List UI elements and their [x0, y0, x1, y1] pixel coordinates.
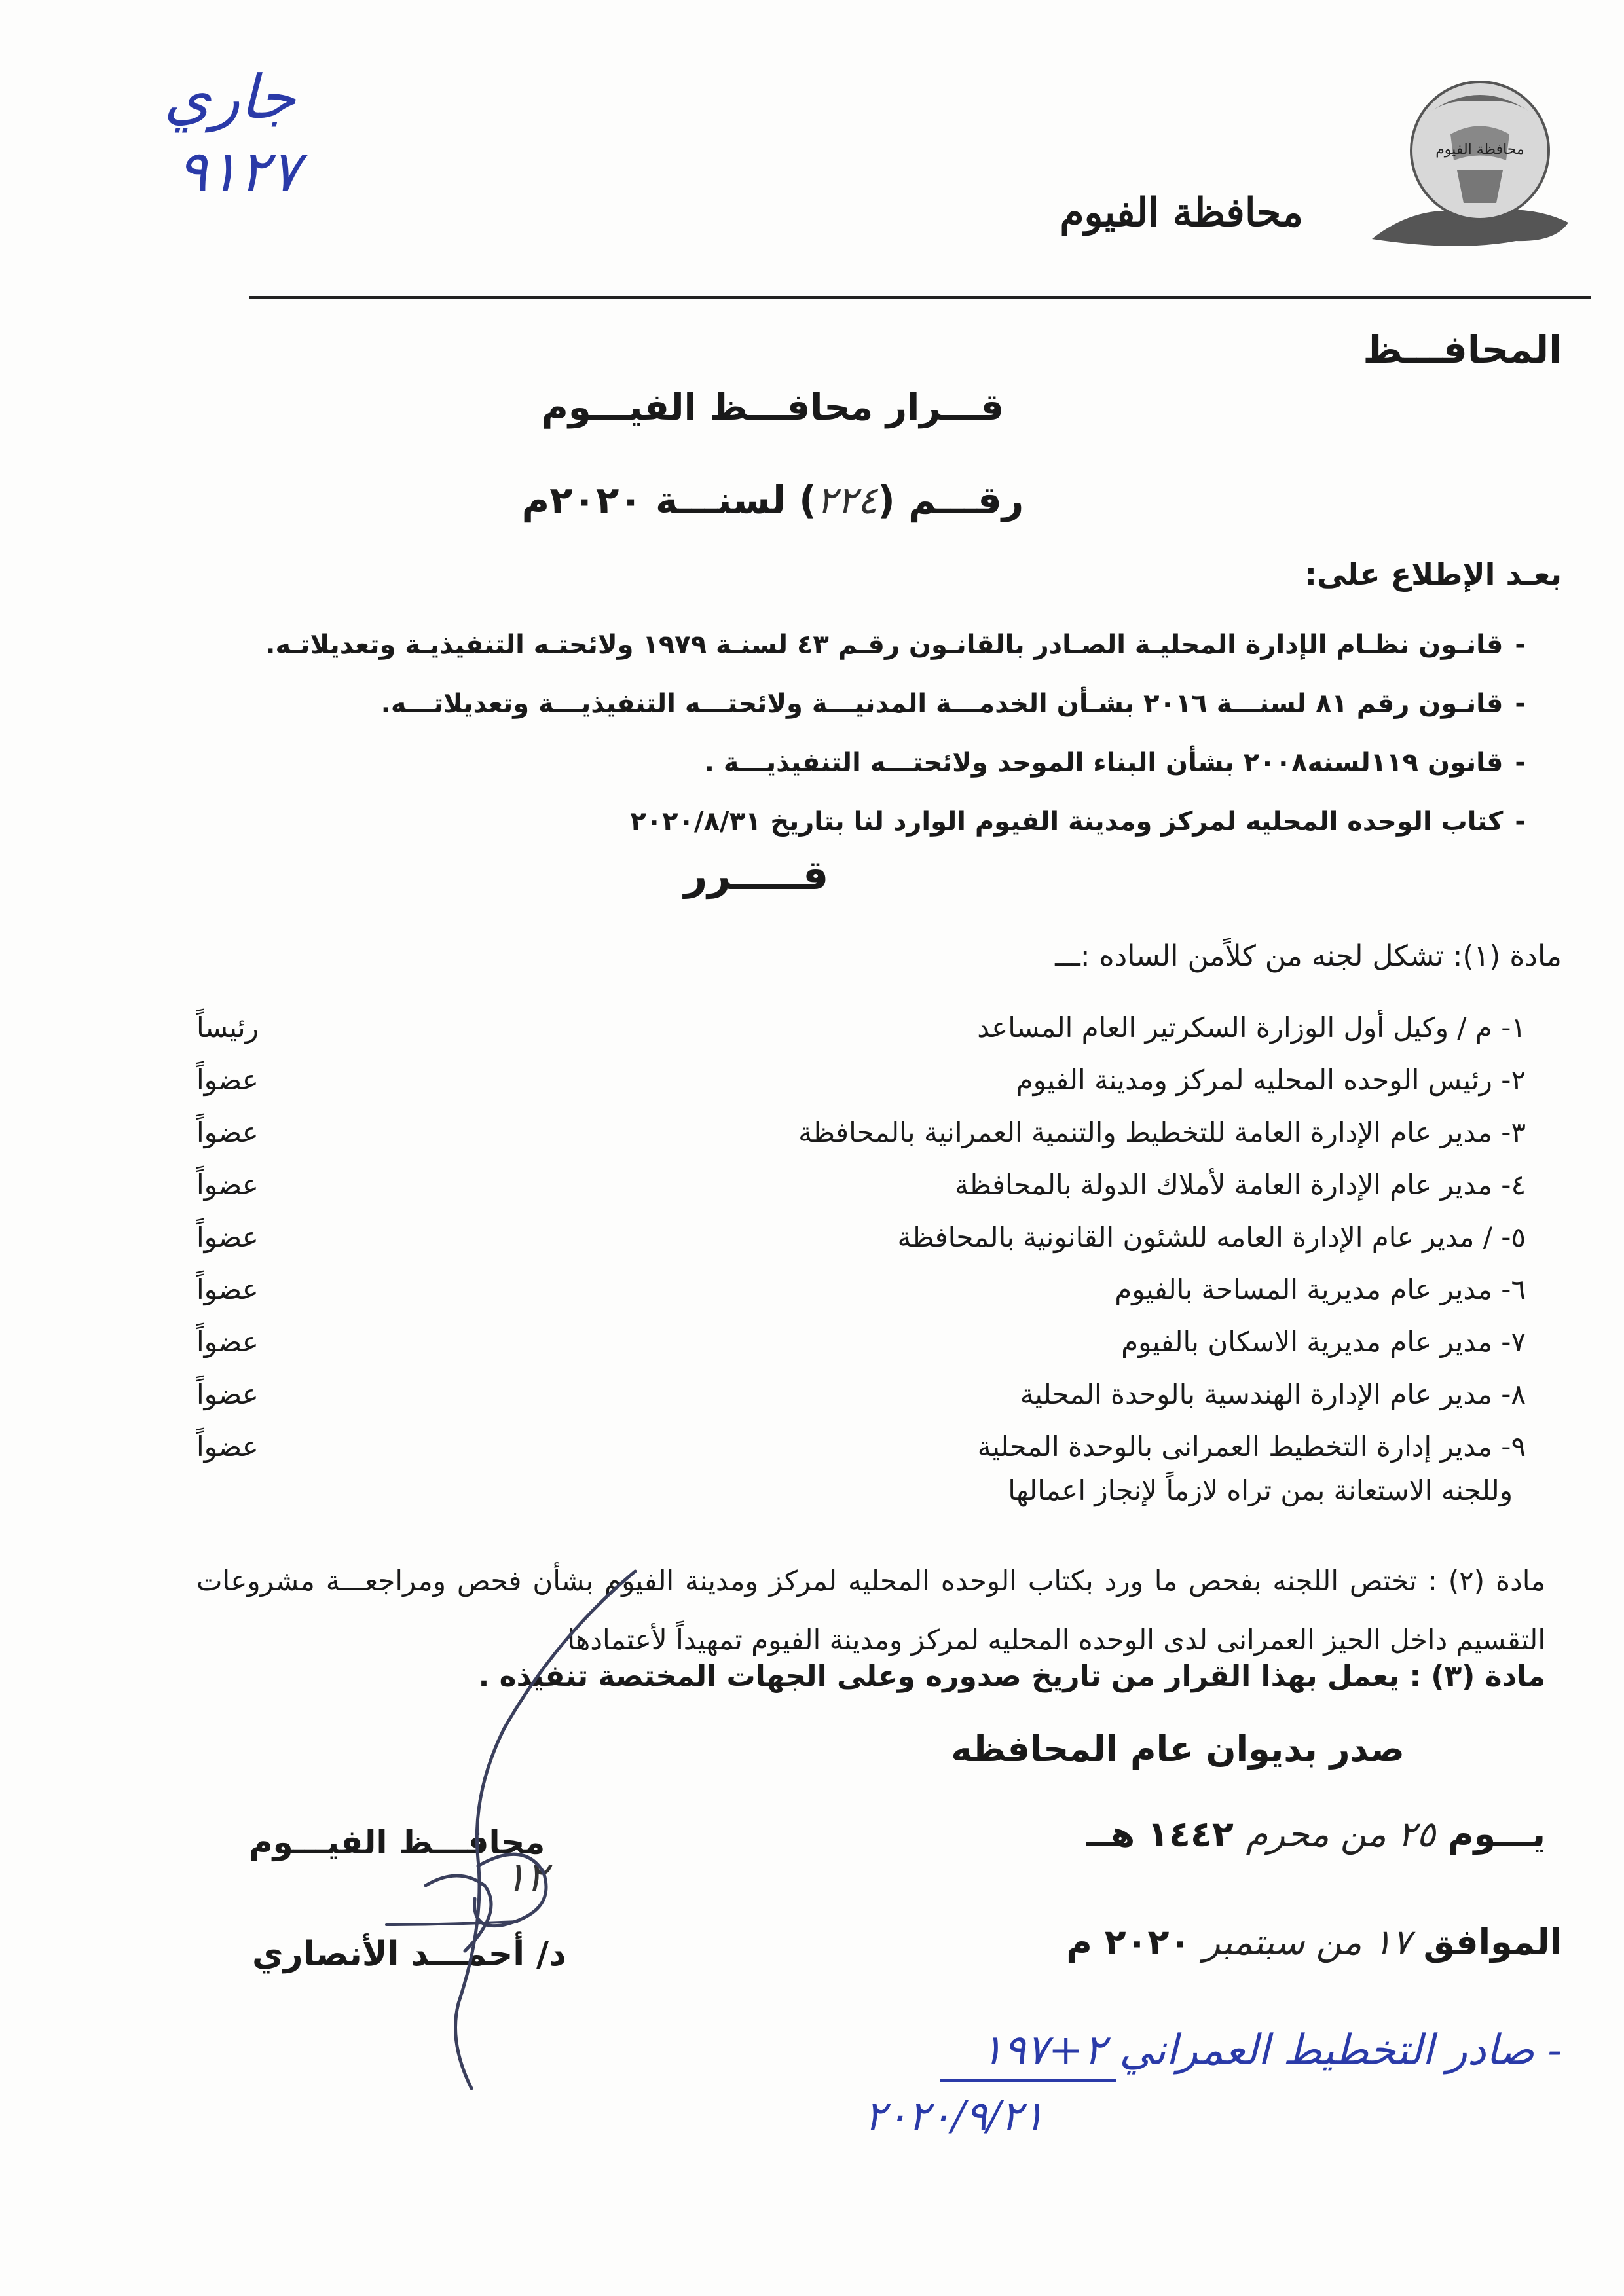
governorate-name: محافظة الفيوم: [1060, 190, 1303, 236]
reference-item: -قانـون رقم ٨١ لسنـــة ٢٠١٦ بشـأن الخدمـــة المدنيـــة ولائحتـــه التنفيذيـــة وتعديلاتـــه.: [380, 689, 1526, 719]
reference-item: -قانون ١١٩لسنه٢٠٠٨ بشأن البناء الموحد ولائحتـــه التنفيذيـــة .: [704, 748, 1526, 778]
handwritten-date-bottom: ٢٠٢٠/٩/٢١: [864, 2092, 1044, 2140]
hijri-date-handwritten: ٢٥ من محرم: [1246, 1813, 1436, 1855]
reference-item: -قانـون نظـام الإدارة المحليـة الصـادر بالقانـون رقـم ٤٣ لسنـة ١٩٧٩ ولائحتـه التنفيذيـة وتعديلاتـه.: [265, 630, 1526, 660]
governorate-logo-icon: [1359, 72, 1575, 262]
decision-title: قـــرار محافـــظ الفيـــوم: [541, 386, 1005, 429]
handwritten-note-bottom: - صادر التخطيط العمراني ٢+١٩٧: [980, 2026, 1562, 2075]
member-row: ٢- رئيس الوحده المحليه لمركز ومدينة الفيوم عضواً: [196, 1064, 1526, 1096]
member-row: ٦- مدير عام مديرية المساحة بالفيوم عضواً: [196, 1273, 1526, 1305]
references-list: [216, 615, 1526, 851]
member-row: ٧- مدير عام مديرية الاسكان بالفيوم عضواً: [196, 1326, 1526, 1358]
governor-label: المحافـــظ: [1363, 327, 1562, 372]
article-1: مادة (١): تشكل لجنه من كلاًمن الساده :ـــ: [1055, 939, 1562, 973]
gregorian-date-line: الموافق ١٧ من سبتمبر ٢٠٢٠ م: [1066, 1922, 1562, 1963]
after-review-heading: بعـد الإطلاع على:: [1304, 556, 1562, 592]
assist-note: وللجنه الاستعانة بمن تراه لازماً لإنجاز اعمالها: [1008, 1474, 1513, 1506]
signer-title: محافـــظ الفيـــوم: [249, 1823, 545, 1861]
member-row: ٣- مدير عام الإدارة العامة للتخطيط والتنمية العمرانية بالمحافظة عضواً: [196, 1116, 1526, 1148]
member-row: ٨- مدير عام الإدارة الهندسية بالوحدة المحلية عضواً: [196, 1378, 1526, 1410]
hijri-date-line: يـــوم ٢٥ من محرم ١٤٤٢ هــ: [1086, 1813, 1545, 1855]
decision-number: [0, 478, 1624, 522]
member-row: ٤- مدير عام الإدارة العامة لأملاك الدولة بالمحافظة عضواً: [196, 1169, 1526, 1201]
member-row: ١- م / وكيل أول الوزارة السكرتير العام المساعد رئيساً: [196, 1011, 1526, 1044]
member-row: ٩- مدير إدارة التخطيط العمرانى بالوحدة المحلية عضواً: [196, 1430, 1526, 1463]
svg-text:محافظة الفيوم: محافظة الفيوم: [1435, 141, 1524, 158]
issued-at: صدر بديوان عام المحافظه: [951, 1728, 1405, 1770]
article-2: مادة (٢) : تختص اللجنه بفحص ما ورد بكتاب الوحده المحليه لمركز ومدينة الفيوم بشأن فحص ومراجعـــة مشروعات التقسيم داخل الحيز العمرانى لدى الوحده المحليه لمركز ومدينة الفيوم تمهيداً لأعتمادها: [196, 1565, 1545, 1656]
reference-item: -كتاب الوحده المحليه لمركز ومدينة الفيوم الوارد لنا بتاريخ ٢٠٢٠/٨/٣١: [630, 807, 1526, 837]
gregorian-date-handwritten: ١٧ من سبتمبر: [1203, 1922, 1411, 1963]
decision-number-suffix: ) لسنـــة ٢٠٢٠م: [521, 478, 817, 522]
signer-name: د/ أحمـــد الأنصاري: [252, 1935, 566, 1974]
handwritten-underline: [940, 2079, 1116, 2082]
handwritten-note-top: جاري: [164, 62, 296, 132]
article-3: مادة (٣) : يعمل بهذا القرار من تاريخ صدوره وعلى الجهات المختصة تنفيذه .: [478, 1660, 1545, 1693]
decision-number-prefix: رقـــم (: [877, 478, 1024, 522]
handwritten-number-top: ٩١٢٧: [177, 137, 301, 205]
header-divider: [249, 296, 1591, 299]
signature-icon: [308, 1558, 674, 2102]
member-row: ٥- / مدير عام الإدارة العامه للشئون القانونية بالمحافظة عضواً: [196, 1221, 1526, 1253]
decided-heading: قـــــرر: [684, 851, 829, 899]
signature-date-handwritten: ١٢: [504, 1853, 548, 1901]
decision-number-value: ٢٢٤: [816, 478, 878, 522]
committee-members: [196, 1002, 1526, 1473]
